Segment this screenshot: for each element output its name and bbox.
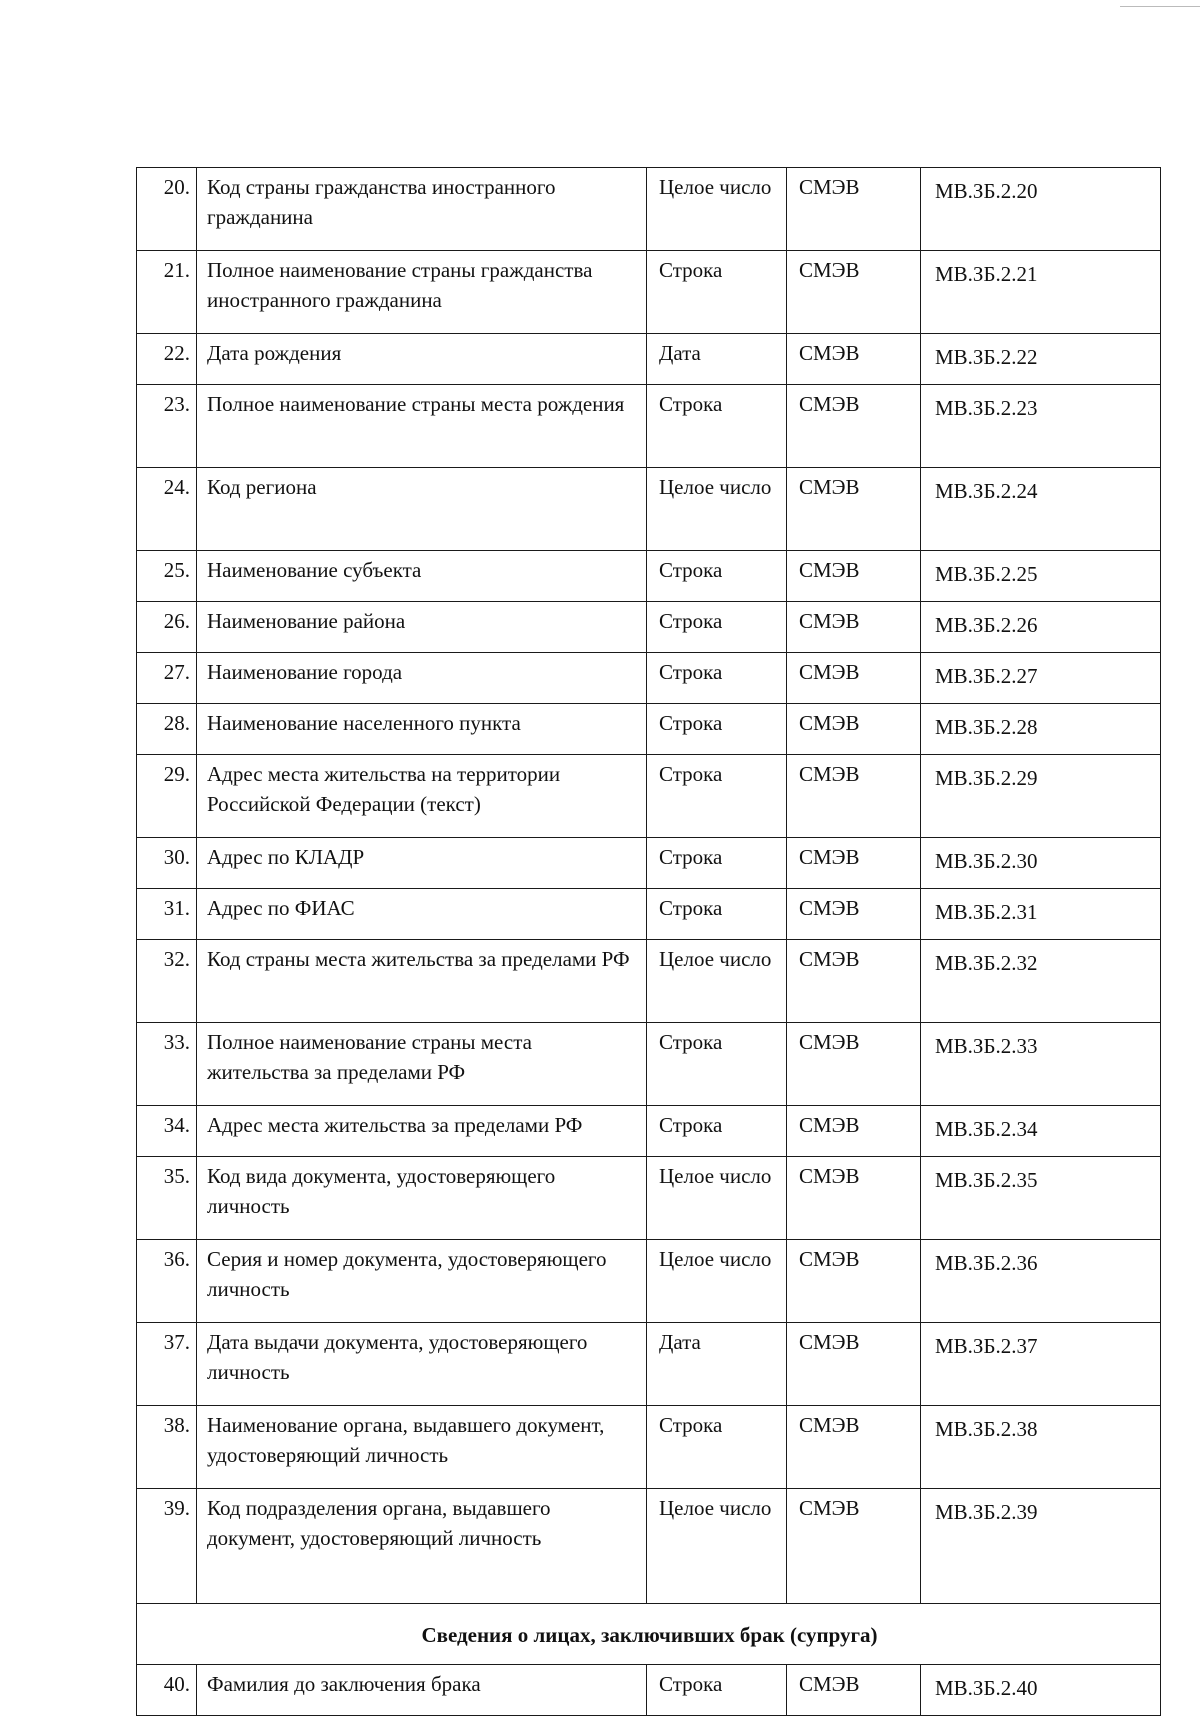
table-row [137,1157,1161,1240]
field-name-cell: Наименование субъекта [197,551,647,602]
source-cell: СМЭВ [787,755,921,838]
field-code-cell: МВ.ЗБ.2.20 [921,168,1161,251]
field-code-cell: МВ.ЗБ.2.38 [921,1406,1161,1489]
row-number-cell: 38. [137,1406,197,1489]
source-cell: СМЭВ [787,1106,921,1157]
data-type-cell: Строка [647,1023,787,1106]
row-number-cell: 40. [137,1665,197,1716]
source-cell: СМЭВ [787,838,921,889]
row-number-cell: 24. [137,468,197,551]
field-name-cell: Серия и номер документа, удостоверяющего личность [197,1240,647,1323]
data-fields-table [136,167,1161,1716]
source-cell: СМЭВ [787,551,921,602]
field-name-cell: Код страны места жительства за пределами РФ [197,940,647,1023]
field-code-cell: МВ.ЗБ.2.23 [921,385,1161,468]
table-row [137,1323,1161,1406]
field-code-cell: МВ.ЗБ.2.40 [921,1665,1161,1716]
data-type-cell: Строка [647,653,787,704]
table-row [137,385,1161,468]
field-name-cell: Наименование населенного пункта [197,704,647,755]
source-cell: СМЭВ [787,1240,921,1323]
data-type-cell: Строка [647,838,787,889]
data-type-cell: Дата [647,334,787,385]
source-cell: СМЭВ [787,704,921,755]
data-type-cell: Целое число [647,1157,787,1240]
field-code-cell: МВ.ЗБ.2.25 [921,551,1161,602]
field-name-cell: Наименование города [197,653,647,704]
source-cell: СМЭВ [787,1323,921,1406]
field-name-cell: Код подразделения органа, выдавшего документ, удостоверяющий личность [197,1489,647,1604]
field-code-cell: МВ.ЗБ.2.22 [921,334,1161,385]
source-cell: СМЭВ [787,1023,921,1106]
source-cell: СМЭВ [787,1489,921,1604]
field-name-cell: Дата рождения [197,334,647,385]
data-type-cell: Целое число [647,168,787,251]
data-table-wrapper [136,167,1160,1716]
row-number-cell: 27. [137,653,197,704]
field-code-cell: МВ.ЗБ.2.31 [921,889,1161,940]
table-row [137,1106,1161,1157]
data-type-cell: Строка [647,385,787,468]
row-number-cell: 32. [137,940,197,1023]
field-name-cell: Наименование района [197,602,647,653]
field-name-cell: Адрес места жительства на территории Российской Федерации (текст) [197,755,647,838]
row-number-cell: 21. [137,251,197,334]
row-number-cell: 34. [137,1106,197,1157]
field-name-cell: Адрес по ФИАС [197,889,647,940]
source-cell: СМЭВ [787,889,921,940]
field-code-cell: МВ.ЗБ.2.26 [921,602,1161,653]
table-row [137,1240,1161,1323]
row-number-cell: 31. [137,889,197,940]
table-row [137,755,1161,838]
field-name-cell: Код региона [197,468,647,551]
source-cell: СМЭВ [787,251,921,334]
section-heading-row [137,1604,1161,1665]
field-code-cell: МВ.ЗБ.2.32 [921,940,1161,1023]
source-cell: СМЭВ [787,385,921,468]
data-type-cell: Строка [647,1106,787,1157]
section-heading: Сведения о лицах, заключивших брак (супруга) [137,1604,1161,1665]
row-number-cell: 26. [137,602,197,653]
row-number-cell: 23. [137,385,197,468]
data-type-cell: Строка [647,1406,787,1489]
data-type-cell: Целое число [647,468,787,551]
data-type-cell: Целое число [647,1489,787,1604]
source-cell: СМЭВ [787,1157,921,1240]
table-row [137,1665,1161,1716]
data-type-cell: Строка [647,704,787,755]
field-name-cell: Код страны гражданства иностранного гражданина [197,168,647,251]
field-code-cell: МВ.ЗБ.2.29 [921,755,1161,838]
source-cell: СМЭВ [787,653,921,704]
field-code-cell: МВ.ЗБ.2.37 [921,1323,1161,1406]
row-number-cell: 37. [137,1323,197,1406]
source-cell: СМЭВ [787,1406,921,1489]
table-row [137,653,1161,704]
field-code-cell: МВ.ЗБ.2.33 [921,1023,1161,1106]
table-row [137,889,1161,940]
field-code-cell: МВ.ЗБ.2.39 [921,1489,1161,1604]
source-cell: СМЭВ [787,940,921,1023]
row-number-cell: 35. [137,1157,197,1240]
scan-edge-mark [1120,0,1200,7]
table-row [137,251,1161,334]
field-code-cell: МВ.ЗБ.2.24 [921,468,1161,551]
data-type-cell: Строка [647,551,787,602]
table-row [137,1023,1161,1106]
field-name-cell: Полное наименование страны места жительства за пределами РФ [197,1023,647,1106]
table-row [137,468,1161,551]
data-type-cell: Строка [647,251,787,334]
field-name-cell: Адрес места жительства за пределами РФ [197,1106,647,1157]
data-type-cell: Целое число [647,1240,787,1323]
row-number-cell: 39. [137,1489,197,1604]
data-type-cell: Строка [647,1665,787,1716]
row-number-cell: 30. [137,838,197,889]
field-name-cell: Дата выдачи документа, удостоверяющего личность [197,1323,647,1406]
table-row [137,940,1161,1023]
field-name-cell: Адрес по КЛАДР [197,838,647,889]
table-row [137,334,1161,385]
field-code-cell: МВ.ЗБ.2.28 [921,704,1161,755]
source-cell: СМЭВ [787,168,921,251]
table-row [137,602,1161,653]
table-row [137,704,1161,755]
field-name-cell: Фамилия до заключения брака [197,1665,647,1716]
field-code-cell: МВ.ЗБ.2.21 [921,251,1161,334]
field-code-cell: МВ.ЗБ.2.35 [921,1157,1161,1240]
data-type-cell: Строка [647,755,787,838]
field-code-cell: МВ.ЗБ.2.36 [921,1240,1161,1323]
field-name-cell: Полное наименование страны гражданства иностранного гражданина [197,251,647,334]
row-number-cell: 28. [137,704,197,755]
data-type-cell: Целое число [647,940,787,1023]
table-row [137,838,1161,889]
field-name-cell: Наименование органа, выдавшего документ, удостоверяющий личность [197,1406,647,1489]
field-code-cell: МВ.ЗБ.2.34 [921,1106,1161,1157]
table-row [137,1406,1161,1489]
table-row [137,168,1161,251]
field-name-cell: Полное наименование страны места рождения [197,385,647,468]
row-number-cell: 22. [137,334,197,385]
row-number-cell: 20. [137,168,197,251]
row-number-cell: 33. [137,1023,197,1106]
data-type-cell: Дата [647,1323,787,1406]
data-type-cell: Строка [647,889,787,940]
row-number-cell: 29. [137,755,197,838]
source-cell: СМЭВ [787,602,921,653]
row-number-cell: 36. [137,1240,197,1323]
source-cell: СМЭВ [787,468,921,551]
table-body [137,168,1161,1716]
field-name-cell: Код вида документа, удостоверяющего личность [197,1157,647,1240]
source-cell: СМЭВ [787,334,921,385]
data-type-cell: Строка [647,602,787,653]
source-cell: СМЭВ [787,1665,921,1716]
table-row [137,1489,1161,1604]
field-code-cell: МВ.ЗБ.2.27 [921,653,1161,704]
field-code-cell: МВ.ЗБ.2.30 [921,838,1161,889]
row-number-cell: 25. [137,551,197,602]
table-row [137,551,1161,602]
